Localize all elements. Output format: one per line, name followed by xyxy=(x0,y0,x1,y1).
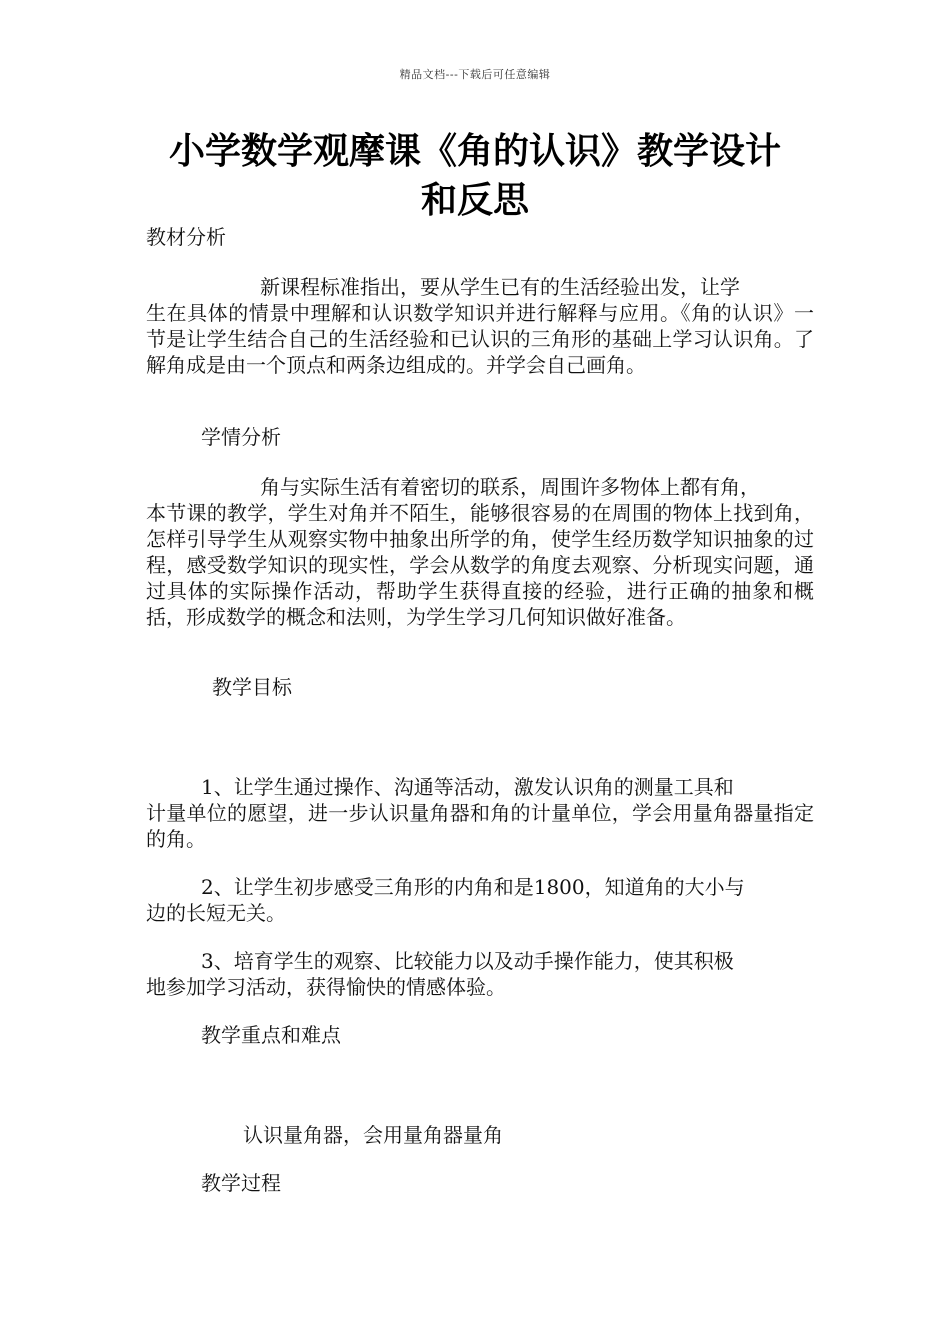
student-paragraph-first-line: 角与实际生活有着密切的联系，周围许多物体上都有角， xyxy=(260,475,760,499)
key-points-text: 认识量角器，会用量角器量角 xyxy=(243,1123,503,1147)
heading-material-analysis: 教材分析 xyxy=(146,225,226,249)
document-title-line2: 和反思 xyxy=(420,180,529,221)
goal-3: 地参加学习活动，获得愉快的情感体验。 xyxy=(146,975,506,999)
page-header: 精品文档---下载后可任意编辑 xyxy=(399,68,551,81)
heading-student-analysis: 学情分析 xyxy=(201,425,281,449)
goal-1-first-line: 1、让学生通过操作、沟通等活动，激发认识角的测量工具和 xyxy=(201,775,734,799)
heading-teaching-process: 教学过程 xyxy=(201,1171,281,1195)
goal-3-first-line: 3、培育学生的观察、比较能力以及动手操作能力，使其积极 xyxy=(201,949,734,973)
student-paragraph: 本节课的教学，学生对角并不陌生，能够很容易的在周围的物体上找到角，怎样引导学生从观察实物中抽象出所学的角，使学生经历数学知识抽象的过程，感受数学知识的现实性，学会从数学的角度去观察、分析现实问题，通过具体的实际操作活动，帮助学生获得直接的经验，进行正确的抽象和概括，形成数学的概念和法则，为学生学习几何知识做好准备。 xyxy=(146,501,814,629)
goal-2: 边的长短无关。 xyxy=(146,901,286,925)
material-paragraph: 生在具体的情景中理解和认识数学知识并进行解释与应用。《角的认识》一节是让学生结合自己的生活经验和已认识的三角形的基础上学习认识角。了解角成是由一个顶点和两条边组成的。并学会自己画角。 xyxy=(146,301,814,377)
goal-2-first-line: 2、让学生初步感受三角形的内角和是1800，知道角的大小与 xyxy=(201,875,745,899)
material-paragraph-first-line: 新课程标准指出，要从学生已有的生活经验出发，让学 xyxy=(260,275,740,299)
document-title-line1: 小学数学观摩课《角的认识》教学设计 xyxy=(168,131,781,172)
heading-key-points: 教学重点和难点 xyxy=(201,1023,341,1047)
heading-teaching-goals: 教学目标 xyxy=(212,675,292,699)
goal-1: 计量单位的愿望，进一步认识量角器和角的计量单位，学会用量角器量指定的角。 xyxy=(146,801,814,851)
